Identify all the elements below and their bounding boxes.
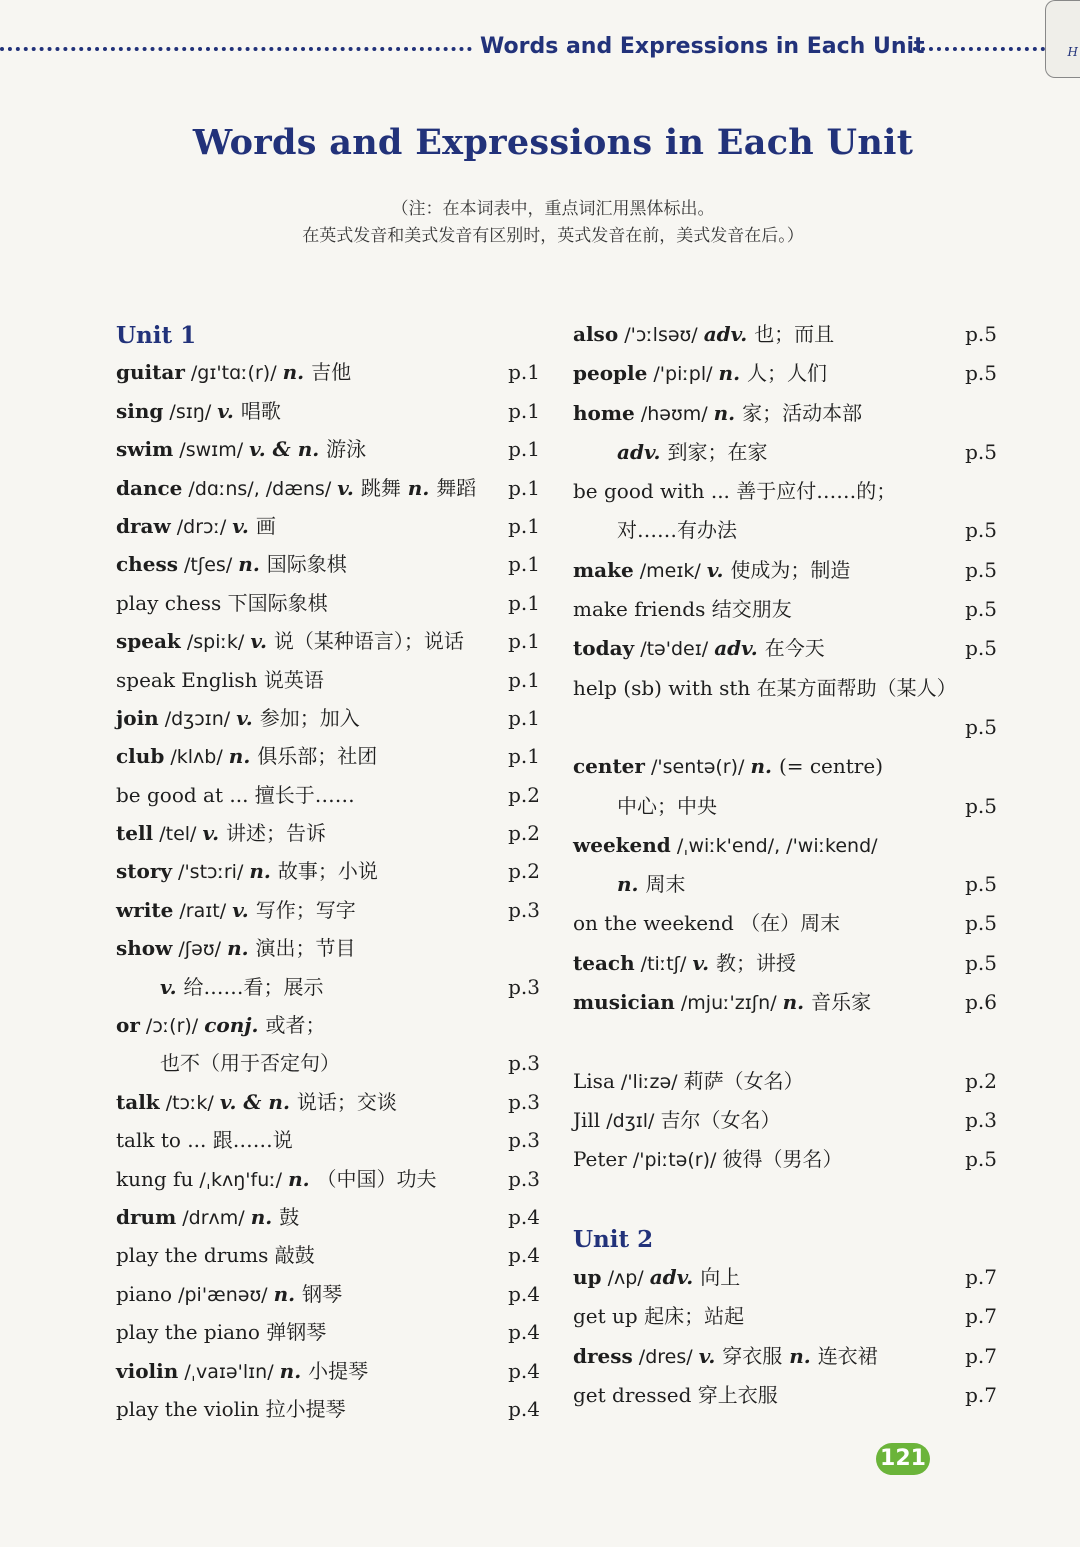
vocab-entry (116, 591, 540, 629)
entry-meaning: 吉尔（女名） (660, 1107, 781, 1132)
entry-page-ref: p.5 (965, 911, 997, 936)
entry-pronunciation: /sɪŋ/ (163, 400, 218, 423)
entry-pronunciation: /tʃes/ (177, 554, 239, 577)
entry-meaning: 说英语 (257, 667, 324, 692)
entry-word: make (573, 557, 634, 582)
entry-phrase: Jill (573, 1107, 601, 1132)
page-tab-mark: H (1067, 45, 1078, 59)
entry-part-of-speech: conj. (204, 1013, 266, 1038)
entry-page-ref: p.4 (508, 1281, 540, 1306)
entry-pronunciation: /'piːtə(r)/ (626, 1149, 723, 1172)
vocab-entry (116, 1243, 540, 1281)
entry-meaning: 参加；加入 (259, 705, 360, 730)
entry-part-of-speech: n. (273, 1281, 303, 1306)
entry-part-of-speech: n. (238, 552, 267, 577)
entry-pronunciation: /ˌvaɪə'lɪn/ (178, 1360, 280, 1383)
vocab-entry (573, 1265, 997, 1304)
entry-meaning: 到家；在家 (667, 439, 768, 464)
entry-word: write (116, 897, 174, 922)
entry-part-of-speech: adv. (714, 636, 765, 661)
entry-meaning: 对……有办法 (617, 518, 737, 543)
vocab-entry (116, 821, 540, 859)
entry-page-ref: p.3 (965, 1107, 997, 1132)
vocab-entry (573, 636, 997, 675)
entry-pronunciation: /dʒɪl/ (600, 1109, 661, 1132)
entry-pronunciation: /pi'ænəʊ/ (172, 1283, 274, 1306)
entry-pronunciation: /meɪk/ (633, 559, 707, 582)
entry-pronunciation: /ˌkʌŋ'fuː/ (193, 1168, 289, 1191)
vocab-entry (573, 1147, 997, 1186)
vocab-entry (116, 552, 540, 590)
vocab-entry (573, 990, 997, 1029)
vocab-entry (573, 597, 997, 636)
entry-pronunciation: /'liːzə/ (614, 1070, 684, 1093)
entry-word: chess (116, 552, 178, 577)
entry-meaning: 国际象棋 (266, 552, 347, 577)
entry-pronunciation: /'ɔːlsəʊ/ (618, 324, 704, 346)
vocab-entry (573, 911, 997, 950)
entry-part-of-speech: adv. (617, 439, 668, 464)
entry-pronunciation: /'sentə(r)/ (644, 756, 751, 779)
entry-page-ref: p.3 (508, 1166, 540, 1191)
entry-meaning: 在今天 (764, 636, 825, 661)
entry-word: show (116, 936, 173, 961)
entry-page-ref: p.7 (965, 1343, 997, 1368)
vocab-entry (573, 558, 997, 597)
entry-meaning: 跟……说 (206, 1128, 293, 1153)
entry-meaning: 敲鼓 (268, 1243, 315, 1268)
entry-meaning: 钢琴 (302, 1281, 343, 1306)
entry-meaning: 周末 (645, 872, 686, 897)
vocab-entry (573, 361, 997, 400)
entry-meaning: 穿上衣服 (691, 1383, 778, 1408)
entry-page-ref: p.4 (508, 1396, 540, 1421)
vocab-entry (573, 1383, 997, 1422)
entry-meaning: 吉他 (311, 360, 352, 385)
vocab-entry (116, 706, 540, 744)
entry-part-of-speech: v. (236, 705, 260, 730)
entry-pronunciation: /swɪm/ (173, 439, 250, 462)
entry-page-ref: p.4 (508, 1204, 540, 1229)
entry-page-ref: p.1 (508, 398, 540, 423)
entry-word: today (573, 636, 635, 661)
entry-page-ref: p.5 (965, 793, 997, 818)
page-edge-tab (1045, 0, 1080, 78)
entry-meaning: 讲述；告诉 (226, 821, 327, 846)
entry-part-of-speech: n. (718, 361, 748, 386)
vocab-entry (573, 715, 997, 754)
entry-meaning: 唱歌 (240, 398, 281, 423)
entry-part-of-speech: v. (232, 513, 256, 538)
entry-meaning: 画 (255, 513, 276, 538)
unit-heading: Unit 2 (573, 1225, 654, 1253)
entry-part-of-speech: v. & n. (249, 437, 327, 462)
entry-word: also (573, 322, 619, 346)
entry-meaning: 音乐家 (811, 990, 872, 1015)
entry-word: story (116, 859, 172, 884)
vocab-entry (573, 794, 997, 833)
entry-part-of-speech: n. (227, 936, 256, 961)
entry-meaning: 穿衣服 (722, 1343, 783, 1368)
entry-phrase: speak English (116, 667, 258, 692)
entry-meaning: 跳舞 (360, 475, 401, 500)
right-column (573, 322, 997, 1422)
entry-page-ref: p.5 (965, 636, 997, 661)
entry-page-ref: p.1 (508, 629, 540, 654)
entry-meaning: 莉萨（女名） (683, 1068, 804, 1093)
vocab-entry (116, 936, 540, 974)
entry-page-ref: p.1 (508, 513, 540, 538)
entry-part-of-speech: v. (698, 1343, 723, 1368)
entry-word: dance (116, 475, 183, 500)
entry-phrase: play the drums (116, 1243, 269, 1268)
vocab-entry (573, 518, 997, 557)
entry-part-of-speech: adv. (703, 322, 755, 346)
entry-page-ref: p.1 (508, 552, 540, 577)
vocab-entry (116, 1167, 540, 1205)
note-line-2: 在英式发音和美式发音有区别时，英式发音在前，美式发音在后。） (302, 226, 804, 246)
vocab-entry (116, 514, 540, 552)
entry-word: tell (116, 821, 154, 846)
entry-page-ref: p.1 (508, 475, 540, 500)
entry-pronunciation: /ʌp/ (601, 1267, 650, 1290)
vocab-entry (116, 859, 540, 897)
entry-phrase: Peter (573, 1147, 627, 1172)
entry-word: violin (116, 1358, 179, 1383)
entry-page-ref: p.5 (965, 872, 997, 897)
entry-page-ref: p.3 (508, 897, 540, 922)
vocab-entry (116, 668, 540, 706)
vocab-entry (116, 1205, 540, 1243)
vocab-entry (116, 898, 540, 936)
entry-part-of-speech: v. (706, 557, 731, 582)
entry-page-ref: p.1 (508, 437, 540, 462)
vocab-entry (116, 783, 540, 821)
entry-page-ref: p.5 (965, 950, 997, 975)
entry-part-of-speech: n. (228, 744, 258, 769)
entry-word: teach (573, 950, 635, 975)
entry-meaning: 也；而且 (754, 322, 835, 346)
entry-phrase: be good at ... (116, 782, 249, 807)
entry-meaning: 擅长于…… (248, 782, 355, 807)
header-dotted-rule-left (0, 47, 472, 51)
entry-meaning: 或者； (265, 1013, 326, 1038)
entry-pronunciation: /klʌb/ (164, 746, 229, 769)
entry-word: people (573, 361, 648, 386)
entry-part-of-speech: v. (232, 897, 256, 922)
entry-phrase: on the weekend (573, 911, 734, 936)
entry-page-ref: p.1 (508, 590, 540, 615)
entry-part-of-speech: v. (217, 398, 241, 423)
entry-page-ref: p.3 (508, 1128, 540, 1153)
entry-meaning: 善于应付……的； (729, 479, 897, 504)
vocab-entry (573, 1108, 997, 1147)
vocab-entry (116, 975, 540, 1013)
entry-pronunciation: /spiːk/ (180, 631, 251, 654)
entry-meaning: 彼得（男名） (722, 1147, 843, 1172)
entry-meaning: 家；活动本部 (742, 400, 863, 425)
entry-part-of-speech: n. (750, 754, 779, 779)
entry-part-of-speech: v. (337, 475, 361, 500)
entry-part-of-speech: v. (160, 974, 184, 999)
vocab-entry (116, 1013, 540, 1051)
entry-pronunciation: /dɑːns/, /dæns/ (182, 477, 338, 500)
note-line-1: （注：在本词表中，重点词汇用黑体标出。 (391, 199, 715, 219)
entry-page-ref: p.7 (965, 1265, 997, 1290)
entry-word: join (116, 705, 159, 730)
entry-pronunciation: /tə'deɪ/ (634, 638, 715, 661)
entry-word: weekend (573, 832, 671, 857)
entry-pronunciation: /ˌwiːk'end/, /'wiːkend/ (670, 834, 878, 857)
entry-pronunciation: /raɪt/ (173, 899, 233, 922)
entry-meaning-2: 舞蹈 (436, 475, 477, 500)
entry-page-ref: p.3 (508, 974, 540, 999)
entry-phrase: kung fu (116, 1166, 194, 1191)
entry-part-of-speech: n. (279, 1358, 309, 1383)
entry-meaning: 演出；节目 (255, 936, 356, 961)
entry-part-of-speech: adv. (649, 1265, 701, 1290)
vocab-entry (573, 1344, 997, 1383)
entry-page-ref: p.2 (508, 782, 540, 807)
vocab-entry (116, 476, 540, 514)
entry-part-of-speech: v. (250, 629, 274, 654)
vocab-entry (116, 1359, 540, 1397)
left-column (116, 322, 540, 1435)
entry-phrase: piano (116, 1281, 173, 1306)
entry-page-ref: p.2 (508, 821, 540, 846)
entry-pronunciation: /tɔːk/ (159, 1091, 220, 1114)
entry-page-ref: p.5 (965, 322, 997, 346)
entry-part-of-speech: v. & n. (219, 1089, 297, 1114)
entry-pronunciation: /drɔː/ (170, 515, 233, 538)
entry-part-of-speech: n. (288, 1166, 317, 1191)
entry-meaning: 中心；中央 (617, 793, 717, 818)
entry-meaning: 在某方面帮助（某人） (750, 675, 957, 700)
entry-pronunciation: /həʊm/ (634, 402, 714, 425)
vocab-entry (573, 833, 997, 872)
entry-phrase: make friends (573, 597, 706, 622)
entry-meaning: 拉小提琴 (259, 1396, 346, 1421)
entry-page-ref: p.5 (965, 518, 997, 543)
entry-page-ref: p.1 (508, 667, 540, 692)
entry-pronunciation: /ʃəʊ/ (172, 938, 228, 961)
vocab-entry (573, 401, 997, 440)
entry-part-of-speech-2: n. (782, 1343, 818, 1368)
vocab-entry (116, 399, 540, 437)
entry-page-ref: p.7 (965, 1304, 997, 1329)
vocab-entry (573, 872, 997, 911)
entry-meaning: 故事；小说 (277, 859, 378, 884)
entry-meaning: 写作；写字 (255, 897, 356, 922)
vocab-entry (116, 1397, 540, 1435)
entry-meaning: 教；讲授 (716, 950, 797, 975)
entry-phrase: play the piano (116, 1320, 260, 1345)
entry-meaning-2: 连衣裙 (817, 1343, 878, 1368)
entry-part-of-speech: n. (250, 1204, 280, 1229)
entry-page-ref: p.2 (508, 859, 540, 884)
entry-meaning: 向上 (700, 1265, 741, 1290)
entry-page-ref: p.5 (965, 1147, 997, 1172)
entry-meaning: 小提琴 (308, 1358, 369, 1383)
entry-page-ref: p.4 (508, 1358, 540, 1383)
entry-pronunciation: /tel/ (153, 823, 203, 846)
vocab-entry (573, 754, 997, 793)
entry-word: center (573, 754, 645, 779)
vocab-entry (116, 1282, 540, 1320)
entry-phrase: Lisa (573, 1068, 615, 1093)
entry-meaning: 也不（用于否定句） (160, 1051, 340, 1076)
entry-page-ref: p.4 (508, 1243, 540, 1268)
entry-pronunciation: /tiːtʃ/ (634, 952, 693, 975)
entry-word: dress (573, 1343, 633, 1368)
vocab-entry (116, 1090, 540, 1128)
section-spacer (573, 1187, 997, 1226)
entry-word: club (116, 744, 165, 769)
entry-page-ref: p.1 (508, 705, 540, 730)
entry-page-ref: p.5 (965, 439, 997, 464)
entry-word: swim (116, 437, 174, 462)
entry-word: guitar (116, 360, 185, 385)
entry-phrase: be good with ... (573, 479, 730, 504)
entry-meaning: (= centre) (778, 754, 884, 779)
entry-page-ref: p.1 (508, 744, 540, 769)
entry-meaning: 俱乐部；社团 (257, 744, 378, 769)
entry-page-ref: p.5 (965, 597, 997, 622)
entry-word: sing (116, 398, 164, 423)
entry-page-ref: p.5 (965, 714, 997, 739)
section-spacer (573, 1029, 997, 1068)
entry-page-ref: p.5 (965, 557, 997, 582)
entry-meaning: 鼓 (279, 1204, 300, 1229)
entry-pronunciation: /ɔː(r)/ (139, 1015, 205, 1038)
entry-page-ref: p.7 (965, 1383, 997, 1408)
entry-meaning: 起床；站起 (637, 1304, 745, 1329)
entry-word: up (573, 1265, 602, 1290)
entry-meaning: 使成为；制造 (730, 557, 851, 582)
entry-part-of-speech: n. (282, 360, 312, 385)
entry-phrase: help (sb) with sth (573, 675, 751, 700)
vocab-entry (116, 1051, 540, 1089)
entry-meaning: 弹钢琴 (259, 1320, 327, 1345)
entry-meaning: 给……看；展示 (183, 974, 324, 999)
entry-pronunciation: /dres/ (632, 1345, 699, 1368)
running-header (0, 30, 1080, 70)
entry-page-ref: p.5 (965, 361, 997, 386)
entry-part-of-speech: v. (202, 821, 227, 846)
entry-page-ref: p.3 (508, 1051, 540, 1076)
vocab-entry (116, 744, 540, 782)
entry-meaning: 游泳 (326, 437, 367, 462)
vocab-entry (573, 951, 997, 990)
entry-word: home (573, 400, 635, 425)
entry-pronunciation: /mjuː'zɪʃn/ (674, 992, 783, 1015)
entry-phrase: get up (573, 1304, 638, 1329)
entry-part-of-speech: n. (782, 990, 812, 1015)
entry-phrase: play the violin (116, 1396, 260, 1421)
vocab-entry (116, 437, 540, 475)
vocab-entry (116, 360, 540, 398)
vocab-entry (116, 1128, 540, 1166)
entry-phrase: play chess (116, 590, 222, 615)
entry-page-ref: p.3 (508, 1089, 540, 1114)
entry-part-of-speech: n. (713, 400, 743, 425)
vocab-entry (573, 1069, 997, 1108)
entry-meaning: 说（某种语言）；说话 (273, 629, 464, 654)
unit-heading: Unit 1 (116, 322, 197, 349)
entry-pronunciation: /'piːpl/ (647, 363, 719, 386)
entry-word: or (116, 1013, 140, 1038)
vocab-entry (573, 440, 997, 479)
vocab-entry (573, 479, 997, 518)
vocab-entry (573, 676, 997, 715)
vocab-entry (116, 629, 540, 667)
entry-word: musician (573, 990, 675, 1015)
entry-word: drum (116, 1204, 177, 1229)
page-title: Words and Expressions in Each Unit (192, 122, 914, 163)
entry-part-of-speech: n. (249, 859, 278, 884)
entry-page-ref: p.2 (965, 1068, 997, 1093)
entry-pronunciation: /drʌm/ (176, 1206, 251, 1229)
vocab-entry (116, 1320, 540, 1358)
entry-page-ref: p.4 (508, 1320, 540, 1345)
entry-meaning: （中国）功夫 (316, 1166, 437, 1191)
entry-meaning: 人；人们 (747, 361, 828, 386)
entry-part-of-speech: n. (617, 872, 646, 897)
header-dotted-rule-right (913, 47, 1053, 51)
entry-part-of-speech: v. (692, 950, 717, 975)
entry-pronunciation: /gɪ'tɑː(r)/ (184, 362, 283, 385)
vocab-entry (573, 1304, 997, 1343)
entry-meaning: 说话；交谈 (296, 1089, 397, 1114)
header-title: Words and Expressions in Each Unit (480, 34, 925, 59)
entry-word: talk (116, 1089, 160, 1114)
entry-meaning: 结交朋友 (705, 597, 792, 622)
entry-page-ref: p.1 (508, 360, 540, 385)
entry-phrase: talk to ... (116, 1128, 207, 1153)
entry-part-of-speech-2: n. (400, 475, 437, 500)
entry-page-ref: p.6 (965, 990, 997, 1015)
page-number-badge: 121 (876, 1443, 930, 1475)
entry-pronunciation: /'stɔːri/ (172, 861, 250, 884)
entry-meaning: 下国际象棋 (221, 590, 328, 615)
entry-meaning: （在）周末 (733, 911, 841, 936)
entry-phrase: get dressed (573, 1383, 692, 1408)
entry-pronunciation: /dʒɔɪn/ (158, 707, 237, 730)
entry-word: draw (116, 513, 171, 538)
vocab-entry (573, 322, 997, 361)
entry-word: speak (116, 629, 181, 654)
